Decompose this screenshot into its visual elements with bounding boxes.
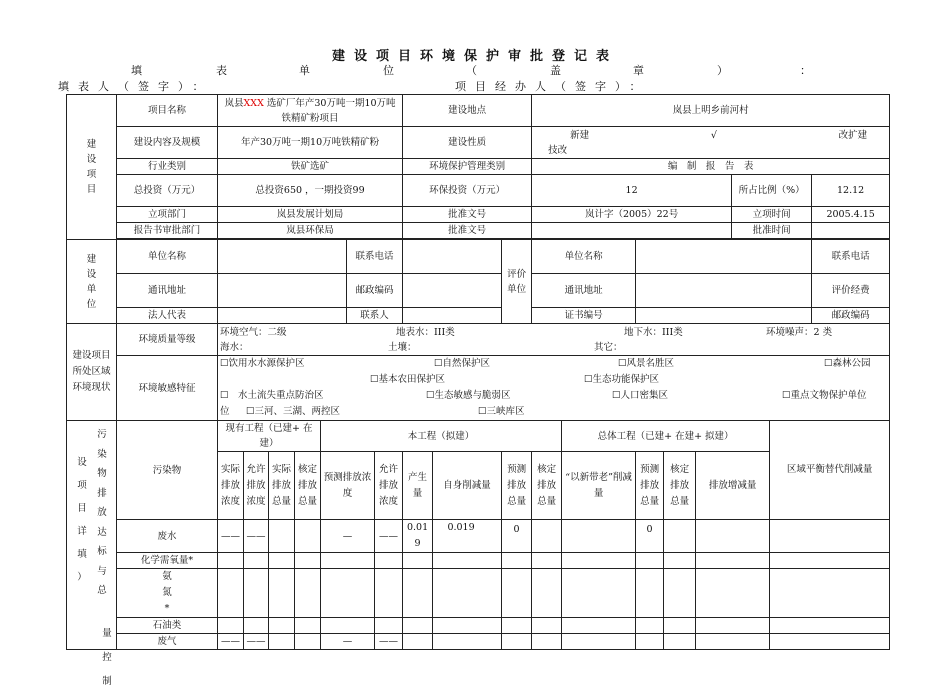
col-header: “以新带老”削减量 — [562, 452, 636, 520]
col-header: 排放增减量 — [696, 452, 770, 520]
table-row — [67, 634, 890, 650]
project-name-value: 岚县XXX 选矿厂年产30万吨一期10万吨铁精矿粉项目 — [218, 95, 403, 127]
cert-label: 证书编号 — [532, 308, 636, 324]
fill-unit-char: 位 — [383, 64, 394, 77]
unit-section-label: 建 设 单 位 — [67, 240, 117, 324]
approval-time-value: 2005.4.15 — [812, 207, 890, 223]
cell: —— — [244, 520, 269, 553]
unit-name-value — [218, 240, 347, 274]
unit-phone-value — [403, 240, 502, 274]
sensitive-label: 环境敏感特征 — [117, 356, 218, 421]
eval-name-value — [636, 240, 812, 274]
nature-value: 新建 √ 改扩建 技改 — [532, 127, 890, 159]
cell: 0.019 — [433, 520, 502, 553]
environment-section-label: 建设项目所处区域环境现状 — [67, 324, 117, 421]
pollutant-name: 化学需氧量* — [117, 553, 218, 569]
eval-name-label: 单位名称 — [532, 240, 636, 274]
approval-time-label: 立项时间 — [732, 207, 812, 223]
pollution-section-label: 污 染 物 排 放 达 标 与 总 设 项 目 详 填 ） — [67, 421, 117, 650]
col-header: 自身削减量 — [433, 452, 502, 520]
unit-address-label: 通讯地址 — [117, 274, 218, 308]
table-row — [67, 520, 890, 553]
cell: 0 — [636, 520, 664, 553]
location-label: 建设地点 — [403, 95, 532, 127]
project-section-label: 建 设 项 目 — [67, 95, 117, 240]
fill-unit-line — [0, 62, 950, 76]
scale-value: 年产30万吨一期10万吨铁精矿粉 — [218, 127, 403, 159]
cell: 0.019 — [403, 520, 433, 553]
contact-label: 联系人 — [347, 308, 403, 324]
total-header: 总体工程（已建+ 在建+ 拟建） — [562, 421, 770, 452]
fill-unit-char: 填 — [131, 64, 142, 77]
cell — [532, 520, 562, 553]
col-header: 预测排放浓度 — [321, 452, 375, 520]
unit-postcode-label: 邮政编码 — [347, 274, 403, 308]
eval-unit-label: 评价单位 — [502, 240, 532, 324]
location-value: 岚县上明乡前河村 — [532, 95, 890, 127]
mgmt-label: 环境保护管理类别 — [403, 159, 532, 175]
cell: —— — [244, 634, 269, 650]
scale-label: 建设内容及规模 — [117, 127, 218, 159]
cell: — — [321, 520, 375, 553]
fill-unit-char: 盖 — [550, 64, 561, 77]
report-time-label: 批准时间 — [732, 223, 812, 239]
cell: — — [321, 634, 375, 650]
fill-unit-char: ） — [717, 64, 728, 77]
table-row — [67, 618, 890, 634]
quality-label: 环境质量等级 — [117, 324, 218, 356]
col-header: 允许排放浓度 — [244, 452, 269, 520]
env-invest-label: 环保投资（万元） — [403, 175, 532, 207]
unit-address-value — [218, 274, 347, 308]
col-header: 核定排放总量 — [295, 452, 321, 520]
eval-address-label: 通讯地址 — [532, 274, 636, 308]
fill-unit-char: ： — [800, 64, 811, 77]
cell — [696, 520, 770, 553]
existing-header: 现有工程（已建+ 在建） — [218, 421, 321, 452]
table-row — [67, 569, 890, 618]
dept-value: 岚县发展计划局 — [218, 207, 403, 223]
cell: —— — [218, 520, 244, 553]
eval-postcode-label: 邮政编码 — [812, 308, 890, 324]
approval-no-value: 岚计字（2005）22号 — [532, 207, 732, 223]
quality-value: 环境空气：二级 地表水：III类 地下水：III类 环境噪声：2 类 海水： 土壤： 其它： — [218, 324, 890, 356]
form-title: 建设项目环境保护审批登记表 — [331, 49, 618, 64]
pollutant-name: 废气 — [117, 634, 218, 650]
report-no-label: 批准文号 — [403, 223, 532, 239]
approval-no-label: 批准文号 — [403, 207, 532, 223]
pollutant-name: 氨氮* — [117, 569, 218, 618]
table-row — [67, 553, 890, 569]
ratio-label: 所占比例（%） — [732, 175, 812, 207]
current-header: 本工程（拟建） — [321, 421, 562, 452]
col-header: 核定排放总量 — [532, 452, 562, 520]
contact-value — [403, 308, 502, 324]
regional-header: 区域平衡替代削减量 — [770, 421, 890, 520]
legal-label: 法人代表 — [117, 308, 218, 324]
env-invest-value: 12 — [532, 175, 732, 207]
col-header: 实际排放总量 — [269, 452, 295, 520]
report-dept-value: 岚县环保局 — [218, 223, 403, 239]
ratio-value: 12.12 — [812, 175, 890, 207]
legal-value — [218, 308, 347, 324]
side-label-continuation: 量 控 制 — [102, 628, 112, 687]
fill-unit-char: 章 — [633, 64, 644, 77]
industry-value: 铁矿选矿 — [218, 159, 403, 175]
cell — [562, 520, 636, 553]
invest-label: 总投资（万元） — [117, 175, 218, 207]
fill-unit-char: 单 — [299, 64, 310, 77]
cell: —— — [375, 520, 403, 553]
pollutant-header: 污染物 — [117, 421, 218, 520]
col-header: 产生量 — [403, 452, 433, 520]
report-no-value — [532, 223, 732, 239]
cert-value — [636, 308, 812, 324]
cell: 0 — [502, 520, 532, 553]
pollutant-name: 石油类 — [117, 618, 218, 634]
project-name-label: 项目名称 — [117, 95, 218, 127]
eval-phone-label: 联系电话 — [812, 240, 890, 274]
cell — [770, 520, 890, 553]
nature-label: 建设性质 — [403, 127, 532, 159]
fill-unit-char: （ — [466, 64, 477, 77]
col-header: 预测排放总量 — [502, 452, 532, 520]
eval-fee-label: 评价经费 — [812, 274, 890, 308]
col-header: 实际排放浓度 — [218, 452, 244, 520]
industry-label: 行业类别 — [117, 159, 218, 175]
cell: —— — [218, 634, 244, 650]
unit-postcode-value — [403, 274, 502, 308]
report-dept-label: 报告书审批部门 — [117, 223, 218, 239]
col-header: 核定排放总量 — [664, 452, 696, 520]
cell: —— — [375, 634, 403, 650]
fill-unit-char: 表 — [216, 64, 227, 77]
cell — [664, 520, 696, 553]
cell — [295, 520, 321, 553]
eval-address-value — [636, 274, 812, 308]
col-header: 预测排放总量 — [636, 452, 664, 520]
signature-line — [0, 78, 950, 92]
unit-name-label: 单位名称 — [117, 240, 218, 274]
invest-value: 总投资650 ，一期投资99 — [218, 175, 403, 207]
manager-signature: 项目经办人（签字）： — [455, 80, 650, 93]
mgmt-value: 编 制 报 告 表 — [532, 159, 890, 175]
report-time-value — [812, 223, 890, 239]
filler-signature: 填表人（签字）： — [58, 80, 213, 93]
cell — [269, 520, 295, 553]
col-header: 允许排放浓度 — [375, 452, 403, 520]
dept-label: 立项部门 — [117, 207, 218, 223]
pollutant-name: 废水 — [117, 520, 218, 553]
registration-table — [66, 94, 890, 650]
unit-phone-label: 联系电话 — [347, 240, 403, 274]
sensitive-value: ☐饮用水水源保护区 ☐自然保护区 ☐风景名胜区 ☐森林公园 ☐基本农田保护区 ☐生态功能保护区 ☐ 水土流失重点防治区 ☐生态敏感与脆弱区 ☐人口密集区 ☐重点文物保护单位 位 ☐三河、三湖、两控区 ☐三峡库区 — [218, 356, 890, 421]
